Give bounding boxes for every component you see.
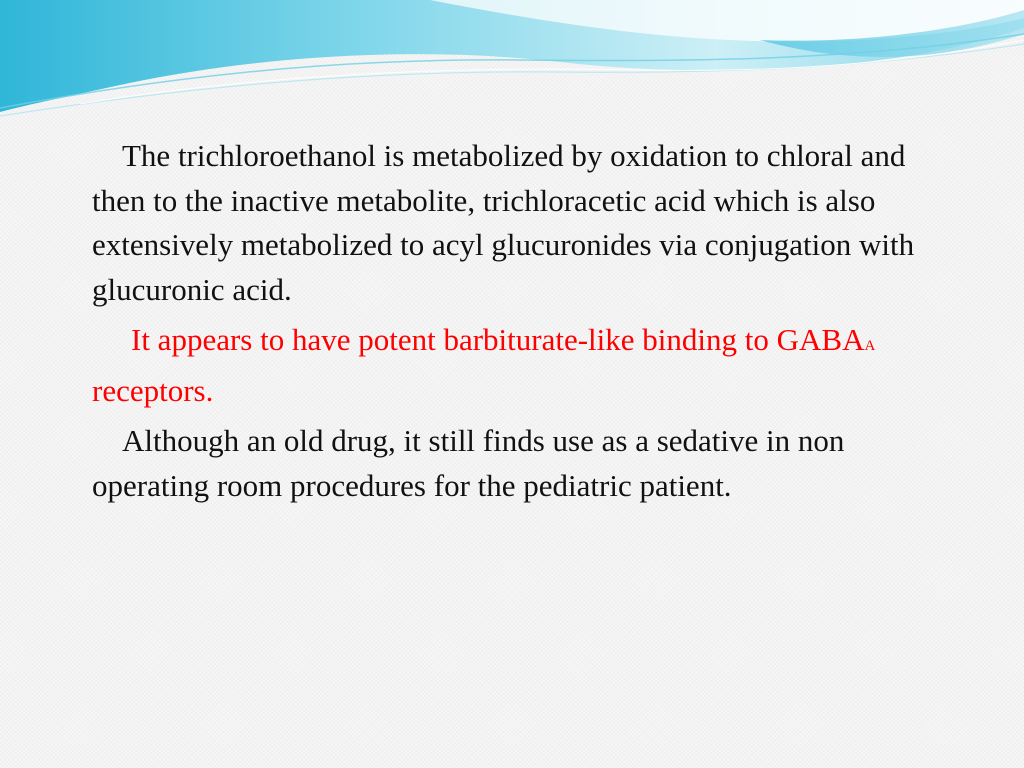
header-wave-decoration bbox=[0, 0, 1024, 120]
slide-body bbox=[92, 134, 962, 514]
paragraph-gaba-binding bbox=[92, 318, 962, 413]
gaba-subscript: A bbox=[864, 338, 876, 354]
paragraph-gaba-binding-text: It appears to have potent barbiturate-like binding to GABA bbox=[131, 322, 865, 357]
paragraph-metabolism: The trichloroethanol is metabolized by oxidation to chloral and then to the inactive metabolite, trichloracetic acid which is also extensively metabolized to acyl glucuronides via conjugation with glucuronic acid. bbox=[92, 138, 915, 307]
paragraph-gaba-binding-tail: receptors. bbox=[92, 372, 214, 408]
paragraph-sedative-use: Although an old drug, it still finds use as a sedative in non operating room procedures for the pediatric patient. bbox=[92, 423, 845, 503]
